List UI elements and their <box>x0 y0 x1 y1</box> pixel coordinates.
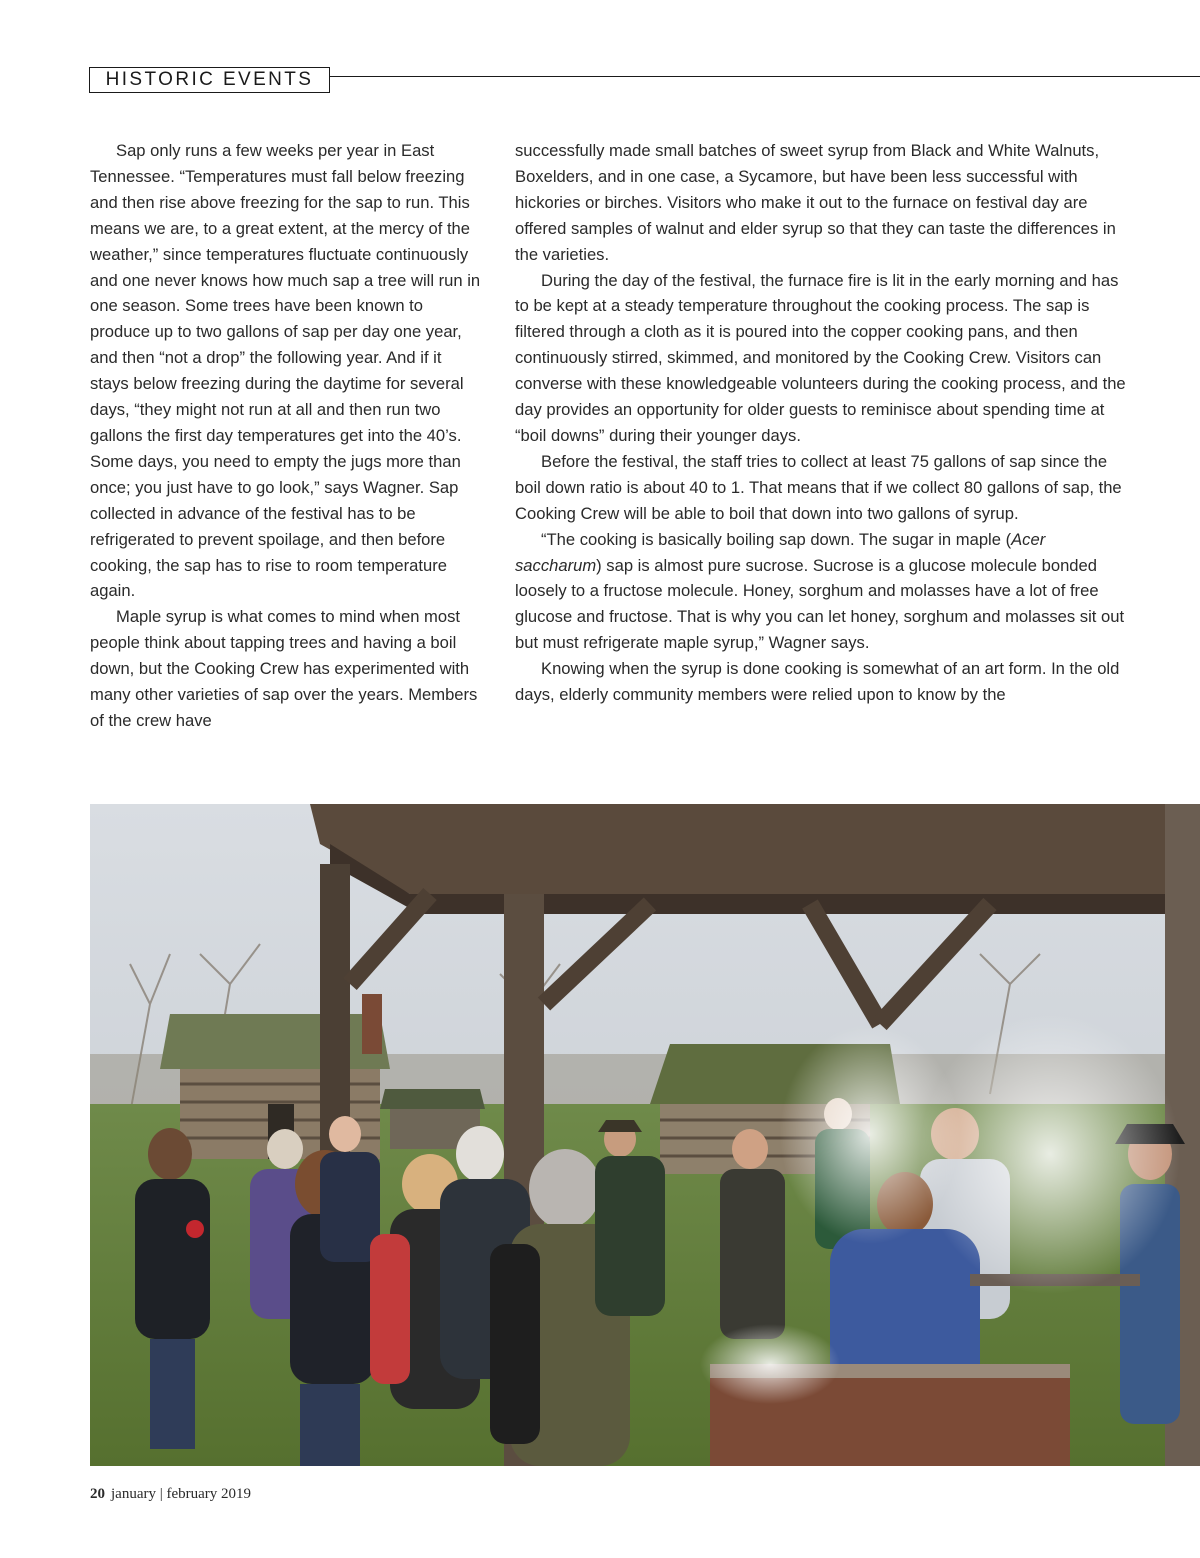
page-number: 20 <box>90 1486 105 1502</box>
left-column <box>90 138 482 734</box>
header-rule <box>330 76 1200 77</box>
quote-part-a: “The cooking is basically boiling sap down. The sugar in maple ( <box>541 529 1012 549</box>
right-column <box>515 138 1127 708</box>
section-label: HISTORIC EVENTS <box>89 67 330 93</box>
right-paragraph-continued: successfully made small batches of sweet syrup from Black and White Walnuts, Boxelders, and in one case, a Sycamore, but have been less successful with hickories or birches. Visitors who make it out to the furnace on festival day are offered samples of walnut and elder syrup so that they can taste the differences in the varieties. <box>515 141 1116 264</box>
issue-date: january | february 2019 <box>111 1486 252 1502</box>
left-paragraph-1: Sap only runs a few weeks per year in East Tennessee. “Temperatures must fall below freezing and then rise above freezing for the sap to run. This means we are, to a great extent, at the mercy of the weather,” since temperatures fluctuate continuously and one never knows how much sap a tree will run in one season. Some trees have been known to produce up to two gallons of sap per day one year, and then “not a drop” the following year. And if it stays below freezing during the daytime for several days, “they might not run at all and then run two gallons the first day temperatures get into the 40’s. Some days, you need to empty the jugs more than once; you just have to go look,” says Wagner. Sap collected in advance of the festival has to be refrigerated to prevent spoilage, and then before cooking, the sap has to rise to room temperature again. <box>90 141 481 601</box>
right-paragraph-2: During the day of the festival, the furnace fire is lit in the early morning and has to be kept at a steady temperature throughout the cooking process. The sap is filtered through a cloth as it is poured into the copper cooking pans, and then continuously stirred, skimmed, and monitored by the Cooking Crew. Visitors can converse with these knowledgeable volunteers during the cooking process, and the day provides an opportunity for older guests to reminisce about spending time at “boil downs” during their younger days. <box>515 270 1126 445</box>
page-footer <box>90 1486 251 1503</box>
right-paragraph-4 <box>515 527 1127 657</box>
quote-part-b: ) sap is almost pure sucrose. Sucrose is a glucose molecule bonded loosely to a fructose molecule. Honey, sorghum and molasses have a lot of free glucose and fructose. That is why you can let honey, sorghum and molasses sit out but must refrigerate maple syrup,” Wagner says. <box>515 555 1125 653</box>
right-paragraph-5: Knowing when the syrup is done cooking is somewhat of an art form. In the old days, elderly community members were relied upon to know by the <box>515 659 1120 705</box>
left-paragraph-2: Maple syrup is what comes to mind when most people think about tapping trees and having a boil down, but the Cooking Crew has experimented with many other varieties of sap over the years. Members of the crew have <box>90 607 478 730</box>
right-paragraph-3: Before the festival, the staff tries to collect at least 75 gallons of sap since the boil down ratio is about 40 to 1. That means that if we collect 80 gallons of sap, the Cooking Crew will be able to boil that down into two gallons of syrup. <box>515 451 1122 523</box>
festival-photo <box>90 804 1200 1466</box>
latin-name: Acer saccharum <box>515 529 1046 575</box>
